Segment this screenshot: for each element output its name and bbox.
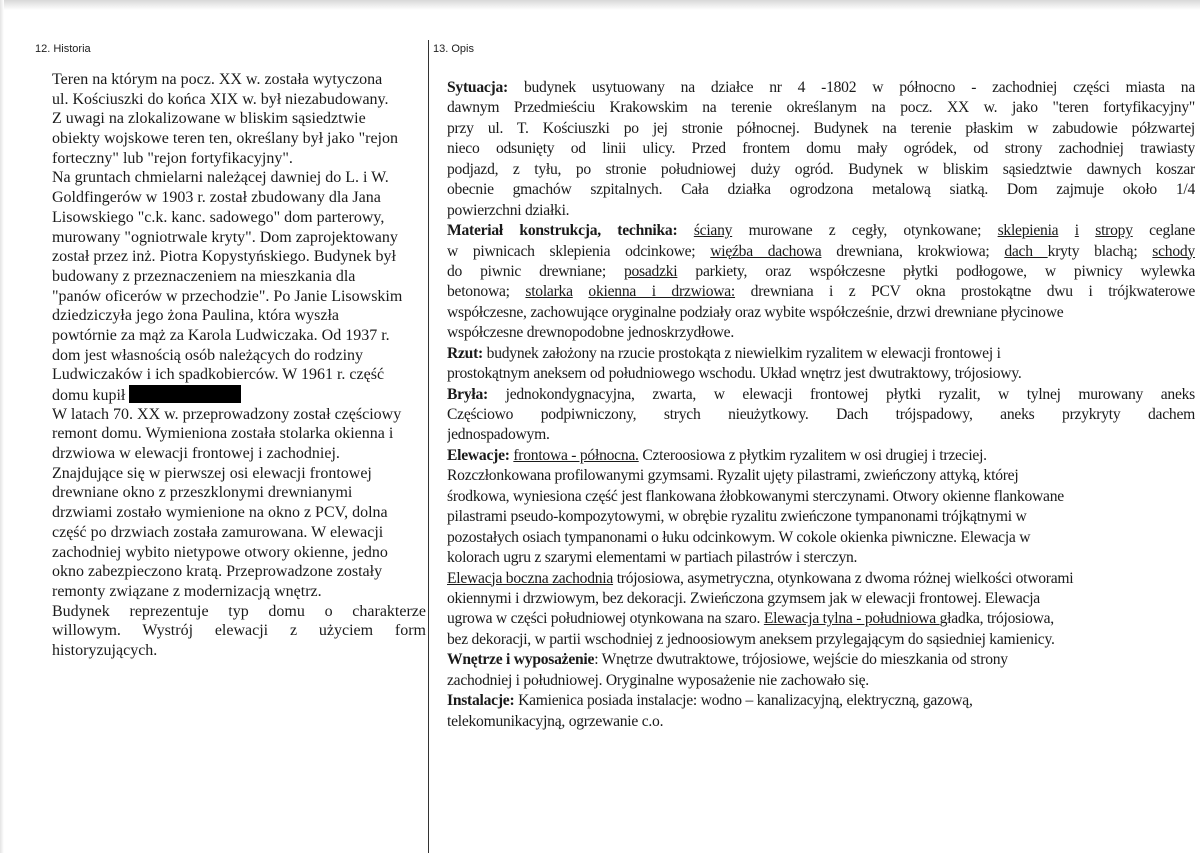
text-line [52, 247, 426, 267]
text-line [52, 503, 426, 523]
column-divider [428, 40, 429, 853]
underlined-term: i [1074, 222, 1079, 240]
text-segment: pozostałych osiach tympanonami o łuku odcinkowym. W cokole okienka piwniczne. Elewacja w [447, 528, 1031, 546]
text-segment: Na gruntach chmielarni należącej dawniej do L. i W. [52, 169, 389, 187]
text-line [52, 405, 426, 425]
text-segment: telekomunikacyjną, ogrzewanie c.o. [447, 712, 664, 730]
text-segment: obecnie gmachów szpitalnych. Cała działka ogrodzona metalową siatką. Dom zajmuje około 1/4 [447, 181, 1195, 199]
section-label: Rzut: [447, 344, 483, 362]
text-line [447, 385, 1195, 405]
text-line [447, 507, 1195, 527]
section-label: Sytuacja: [447, 79, 508, 96]
text-line [447, 160, 1195, 180]
text-line [447, 569, 1195, 589]
text-segment: obiekty wojskowe teren ten, określany był jako "rejon [52, 130, 398, 148]
text-line [447, 119, 1195, 139]
text-segment: remonty związane z modernizacją wnętrz. [52, 582, 322, 600]
text-segment: jednospadowym. [447, 426, 550, 444]
text-line [447, 650, 1195, 670]
text-line [52, 228, 426, 248]
text-segment [573, 283, 589, 300]
text-segment: kolorach ugru z szarymi elementami w partiach pilastrów i sterczyn. [447, 549, 858, 567]
text-segment [1079, 222, 1095, 239]
text-line [52, 424, 426, 444]
text-segment [1058, 222, 1074, 239]
text-line [447, 405, 1195, 425]
text-segment: powierzchni działki. [447, 201, 570, 219]
text-segment: współczesne, zachowujące oryginalne podziały oraz wybite współcześnie, drzwi drewniane płycinowe [447, 303, 1064, 321]
text-line [52, 444, 426, 464]
text-line [52, 109, 426, 129]
text-segment: ul. Kościuszki do końca XIX w. był niezabudowany. [52, 90, 389, 108]
section-label: Bryła: [447, 385, 488, 403]
scan-edge-left [0, 0, 4, 853]
text-line [52, 365, 426, 385]
text-segment: część po drzwiach została zamurowana. W elewacji [52, 523, 384, 541]
text-line [447, 262, 1195, 282]
historia-text [52, 70, 426, 661]
section-header-historia: 12. Historia [35, 43, 91, 55]
text-line [447, 425, 1195, 445]
text-segment: Czteroosiowa z płytkim ryzalitem w osi drugiej i trzeciej. [638, 446, 987, 464]
text-line [447, 98, 1195, 118]
text-segment: willowym. Wystrój elewacji z użyciem form [52, 622, 426, 640]
text-line [447, 303, 1195, 323]
text-line [52, 641, 426, 661]
text-segment: Znajdujące się w pierwszej osi elewacji frontowej [52, 464, 372, 482]
underlined-term: dach [1004, 242, 1048, 260]
text-line [52, 306, 426, 326]
text-line [447, 221, 1195, 241]
text-line [52, 70, 426, 90]
text-line [52, 523, 426, 543]
text-line [52, 188, 426, 208]
text-line [447, 712, 1195, 732]
text-segment: do piwnic drewniane; [447, 262, 624, 280]
text-segment: Goldfingerów w 1903 r. został zbudowany dla Jana [52, 189, 381, 207]
text-segment: dawnym Przedmieściu Krakowskim na terenie określanym na pocz. XX w. jako "teren fortyfikacyjny" [447, 99, 1195, 117]
text-line [447, 323, 1195, 343]
text-line [52, 90, 426, 110]
text-segment: ceglane [1132, 222, 1195, 240]
text-segment: Częściowo podpiwniczony, strych nieużytkowy. Dach trójspadowy, aneks przykryty dachem [447, 406, 1195, 423]
text-segment: dom jest własnością osób należących do rodziny [52, 346, 364, 364]
underlined-term: stropy [1095, 222, 1133, 240]
text-line [447, 344, 1195, 364]
text-line [52, 621, 426, 641]
underlined-term: Elewacja boczna zachodnia [447, 569, 614, 587]
text-segment: zachodniej wybito nietypowe otwory okienne, jedno [52, 543, 388, 561]
text-line [447, 282, 1195, 302]
section-label: Materiał konstrukcja, technika: [447, 222, 678, 240]
text-line [447, 364, 1195, 384]
text-segment: Teren na którym na pocz. XX w. została wytyczona [52, 71, 383, 88]
text-line [447, 139, 1195, 159]
text-segment: okiennymi i drzwiowym, bez dekoracji. Zwieńczona gzymsem jak w elewacji frontowej. Elewacja [447, 589, 1040, 607]
text-line [447, 671, 1195, 691]
text-segment: budowany z przeznaczeniem na mieszkania dla [52, 267, 356, 285]
text-segment: budynek usytuowany na działce nr 4 -1802 w północno - zachodniej części miasta na [508, 79, 1195, 96]
text-line [447, 180, 1195, 200]
underlined-term: posadzki [623, 262, 678, 280]
text-segment: prostokątnym aneksem od południowego wschodu. Układ wnętrz jest dwutraktowy, trójosiowy. [447, 365, 1022, 383]
text-line [52, 483, 426, 503]
text-segment: forteczny" lub "rejon fortyfikacyjny". [52, 149, 293, 167]
text-line [52, 385, 426, 405]
text-segment: betonowa; [447, 283, 526, 301]
section-header-opis: 13. Opis [433, 43, 474, 55]
text-line [447, 466, 1195, 486]
text-segment: parkiety, oraz współczesne płytki podłogowe, w piwnicy wylewka [677, 262, 1195, 280]
text-segment: kryty blachą; [1047, 242, 1153, 260]
text-segment: współczesne drewnopodobne jednoskrzydłowe. [447, 324, 734, 342]
underlined-term: frontowa - północna. [513, 446, 639, 464]
text-line [447, 630, 1195, 650]
text-line [52, 208, 426, 228]
text-line [447, 487, 1195, 507]
text-segment: ugrowa w części południowej otynkowana na szaro. [447, 610, 764, 628]
text-segment: Lisowskiego "c.k. kanc. sadowego" dom parterowy, [52, 208, 385, 226]
text-segment: powtórnie za mąż za Karola Ludwiczaka. Od 1937 r. [52, 326, 390, 344]
text-line [447, 242, 1195, 262]
text-segment: nieco odsunięty od linii ulicy. Przed frontem domu mały ogródek, od strony zachodniej trawiasty [447, 140, 1195, 158]
text-segment: drewniana, krokwiowa; [821, 242, 1005, 260]
text-line [447, 528, 1195, 548]
text-line [447, 609, 1195, 629]
text-segment: budynek założony na rzucie prostokąta z niewielkim ryzalitem w elewacji frontowej i [483, 344, 1001, 362]
section-label: Elewacje: [447, 446, 510, 464]
text-segment: Z uwagi na zlokalizowane w bliskim sąsiedztwie [52, 110, 366, 128]
text-line [52, 129, 426, 149]
text-line [52, 562, 426, 582]
text-segment: gładka, trójosiowa, [939, 610, 1054, 628]
text-line [52, 346, 426, 366]
text-segment: jednokondygnacyjna, zwarta, w elewacji frontowej płytki ryzalit, w tylnej murowany aneks [487, 385, 1195, 403]
text-segment: został przez inż. Piotra Kopystyńskiego. Budynek był [52, 248, 396, 266]
underlined-term: okienna i drzwiowa: [588, 283, 736, 301]
text-line [52, 602, 426, 622]
text-segment: drewniane okno z przeszklonymi drewnianymi [52, 484, 353, 502]
underlined-term: ściany [693, 222, 733, 240]
text-segment: historyzujących. [52, 641, 158, 659]
opis-text [447, 78, 1195, 732]
text-segment: Budynek reprezentuje typ domu o charakterze [52, 602, 426, 620]
text-line [447, 78, 1195, 98]
text-segment: pilastrami pseudo-kompozytowymi, w obrębie ryzalitu zwieńczone tympanonami trójkątnymi w [447, 508, 1027, 526]
text-line [447, 201, 1195, 221]
text-line [52, 464, 426, 484]
redaction-box [129, 385, 241, 403]
scan-edge-shadow [0, 0, 1200, 10]
text-line [52, 168, 426, 188]
text-segment: okno zabezpieczono kratą. Przeprowadzone zostały [52, 563, 383, 581]
text-segment: Rozczłonkowana profilowanymi gzymsami. Ryzalit ujęty pilastrami, zwieńczony attyką, której [447, 467, 1019, 485]
underlined-term: stolarka [525, 283, 573, 301]
text-line [52, 287, 426, 307]
text-segment: murowany "ogniotrwale kryty". Dom zaprojektowany [52, 228, 398, 246]
text-segment: dziedziczyła jego żona Paulina, która wyszła [52, 307, 339, 325]
underlined-term: sklepienia [997, 222, 1059, 240]
text-segment: remont domu. Wymieniona została stolarka okienna i [52, 425, 394, 443]
text-segment: : Wnętrze dwutraktowe, trójosiowe, wejście do mieszkania od strony [594, 651, 1008, 669]
text-line [52, 326, 426, 346]
underlined-term: schody [1152, 242, 1195, 260]
text-line [52, 267, 426, 287]
text-segment: W latach 70. XX w. przeprowadzony został częściowy [52, 405, 402, 423]
text-segment: przy ul. T. Kościuszki po jej stronie północnej. Budynek na terenie płaskim w zabudowie półzwartej [447, 119, 1195, 137]
underlined-term: więźba dachowa [710, 242, 822, 260]
text-segment [677, 222, 693, 239]
text-segment: w piwnicach sklepienia odcinkowe; [447, 242, 711, 260]
text-line [52, 149, 426, 169]
text-segment: drzwiowa w elewacji frontowej i zachodniej. [52, 445, 340, 463]
text-segment: domu kupił [52, 387, 126, 404]
text-line [447, 691, 1195, 711]
text-segment: murowane z cegły, otynkowane; [732, 222, 998, 240]
text-line [52, 582, 426, 602]
text-segment: "panów oficerów w przechodzie". Po Janie Lisowskim [52, 287, 403, 305]
section-label: Instalacje: [447, 692, 515, 710]
text-segment: bez dekoracji, w partii wschodniej z jednoosiowym aneksem przylegającym do sąsiedniej kamienicy. [447, 630, 1055, 648]
text-segment: trójosiowa, asymetryczna, otynkowana z dwoma różnej wielkości otworami [613, 569, 1074, 587]
text-segment: drewniana i z PCV okna prostokątne dwu i trójkwaterowe [735, 283, 1195, 301]
text-line [447, 548, 1195, 568]
text-segment: drzwiami zostało wymienione na okno z PCV, dolna [52, 504, 388, 522]
text-segment: podjazd, z tyłu, po stronie południowej duży ogród. Budynek w bliskim sąsiedztwie dawnych koszar [447, 160, 1195, 178]
text-line [447, 446, 1195, 466]
underlined-term: Elewacja tylna - południowa [763, 610, 940, 628]
section-label: Wnętrze i wyposażenie [447, 651, 595, 669]
text-segment: zachodniej i południowej. Oryginalne wyposażenie nie zachowało się. [447, 671, 869, 689]
text-line [52, 543, 426, 563]
text-segment: Ludwiczaków i ich spadkobierców. W 1961 r. część [52, 366, 385, 384]
text-segment: środkowa, wyniesiona część jest flankowana żłobkowanymi sterczynami. Otwory okienne flankowane [447, 487, 1064, 505]
text-segment: Kamienica posiada instalacje: wodno – kanalizacyjną, elektryczną, gazową, [514, 692, 973, 710]
text-line [447, 589, 1195, 609]
